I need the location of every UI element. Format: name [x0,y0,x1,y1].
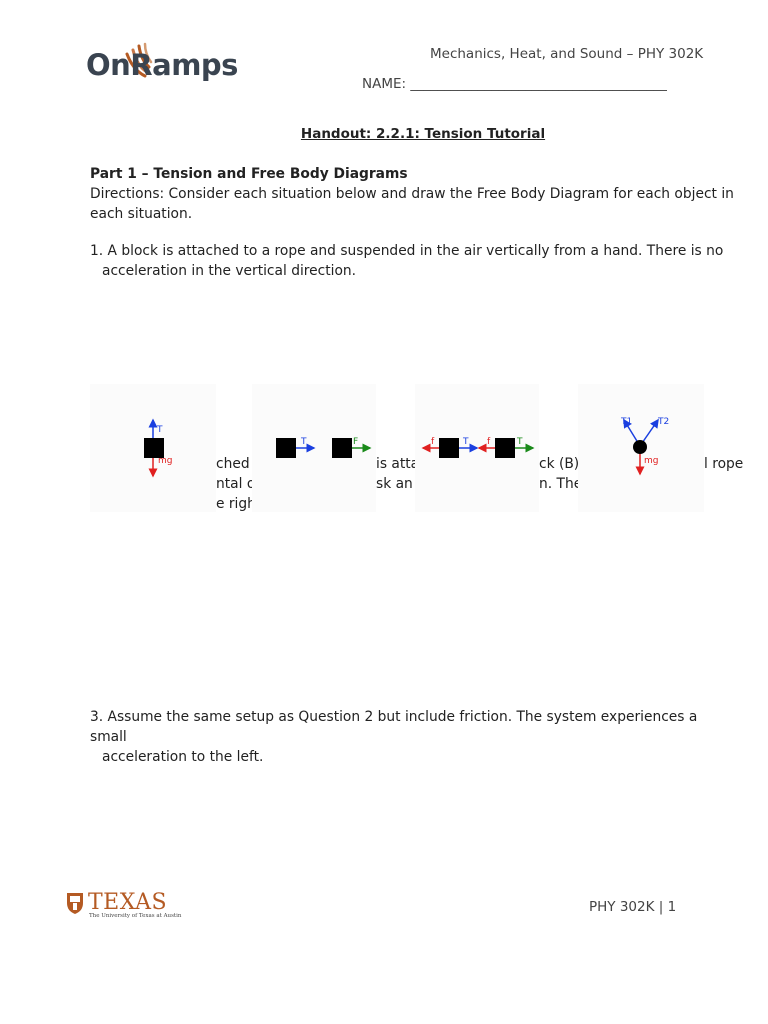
course-title: Mechanics, Heat, and Sound – PHY 302K [430,46,704,62]
q2-fragment: ntal or [216,476,261,492]
question-3 [90,707,730,767]
tension-label: T [301,437,307,447]
tension-label: T [517,437,523,447]
friction-label: f [431,437,435,447]
fbd-two-blocks-friction [415,384,539,512]
q2-fragment: l rope [704,456,744,472]
q2-fragment: e righ [216,496,256,512]
block-a [439,438,459,458]
tension-label: T [157,425,163,435]
block [144,438,164,458]
question-1 [90,241,730,281]
tension1-label: T1 [621,417,633,427]
fbd-two-ropes [578,384,704,512]
texas-wordmark: TEXAS [88,890,168,915]
question-3-line2: acceleration to the left. [102,749,264,765]
block-b [332,438,352,458]
weight-label: mg [158,456,173,466]
q2-fragment: sk an [376,476,413,492]
block-b [495,438,515,458]
block-a [276,438,296,458]
tension2-label: T2 [658,417,670,427]
name-field: NAME: ______________________________________ [362,76,667,92]
q2-fragment: n. The [539,476,583,492]
question-3-line1: 3. Assume the same setup as Question 2 but include friction. The system experiences a small [90,709,698,745]
q2-fragment: ck (B) [539,456,580,472]
friction-label: f [487,437,491,447]
question-1-line1: 1. A block is attached to a rope and suspended in the air vertically from a hand. There is no [90,243,724,259]
onramps-logo-text: OnRamps [86,48,238,82]
fbd-two-blocks-no-friction [252,384,376,512]
tension-label: T [463,437,469,447]
ut-name: The University of Texas at Austin [89,913,182,919]
directions-text: Directions: Consider each situation below and draw the Free Body Diagram for each object in each situation. [90,186,734,222]
part1-heading: Part 1 – Tension and Free Body Diagrams [90,166,408,182]
fbd-hanging-block [90,384,216,512]
q2-fragment: ched [216,456,250,472]
q2-fragment: is atta [376,456,420,472]
page-number: PHY 302K | 1 [589,899,677,915]
weight-label: mg [644,456,659,466]
handout-title: Handout: 2.2.1: Tension Tutorial [300,126,546,142]
point-mass [633,440,647,454]
force-label: F [353,437,359,447]
ut-shield-icon [66,891,84,915]
question-1-line2: acceleration in the vertical direction. [102,263,357,279]
